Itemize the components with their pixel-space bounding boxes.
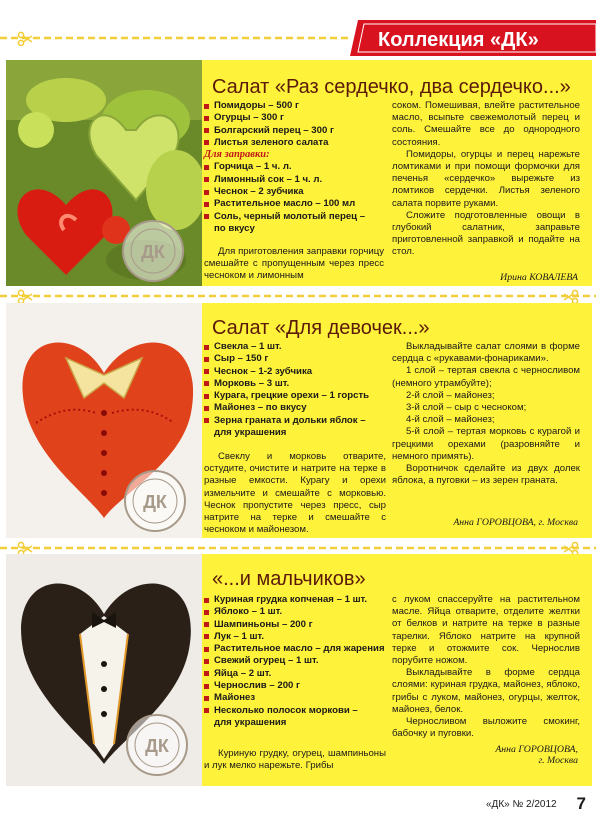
ingredient-item: Свежий огурец – 1 шт. xyxy=(204,655,396,667)
recipe-3-ingredients xyxy=(204,594,396,729)
ingredient-item: Лук – 1 шт. xyxy=(204,631,396,643)
recipe-2-author: Анна ГОРОВЦОВА, г. Москва xyxy=(453,517,578,528)
ingredient-item: Шампиньоны – 200 г xyxy=(204,619,396,631)
page-number: 7 xyxy=(576,794,586,813)
header-title: Коллекция «ДК» xyxy=(378,29,539,51)
recipe-1-title: Салат «Раз сердечко, два сердечко...» xyxy=(212,76,571,98)
ingredient-item: Растительное масло – для жарения xyxy=(204,643,396,655)
ingredient-item: Куриная грудка копченая – 1 шт. xyxy=(204,594,396,606)
recipe-1-ingredients xyxy=(204,100,394,235)
ingredient-item: Морковь – 3 шт. xyxy=(204,378,394,390)
recipe-3-card xyxy=(6,554,592,786)
ingredient-item: Чеснок – 2 зубчика xyxy=(204,186,394,198)
ingredient-item: Лимонный сок – 1 ч. л. xyxy=(204,174,394,186)
ingredient-item: Несколько полосок моркови – для украшения xyxy=(204,705,396,730)
svg-text:ДК: ДК xyxy=(143,492,167,512)
recipe-2-text-left: Свеклу и морковь отварите, остудите, очистите и натрите на терке в разные емкости. Курагу и орехи измельчите и смешайте с морковью. Чеснок пропустите через пресс, сыр натрите на терке и смешайте с чесноком и майонезом. xyxy=(204,451,386,536)
ingredient-item: Огурцы – 300 г xyxy=(204,112,394,124)
ingredient-item: Помидоры – 500 г xyxy=(204,100,394,112)
ingredient-item: Растительное масло – 100 мл xyxy=(204,198,394,210)
ingredient-item: Свекла – 1 шт. xyxy=(204,341,394,353)
ingredient-item: Листья зеленого салата xyxy=(204,137,394,149)
dk-stamp-logo xyxy=(124,712,190,778)
ingredient-item: Зерна граната и дольки яблок – для украшения xyxy=(204,415,394,440)
recipe-3-author: Анна ГОРОВЦОВА, г. Москва xyxy=(495,744,578,766)
ingredient-item: Майонез – по вкусу xyxy=(204,402,394,414)
recipe-1-card xyxy=(6,60,592,286)
ingredient-item: Горчица – 1 ч. л. xyxy=(204,161,394,173)
recipe-2-text-right: Выкладывайте салат слоями в форме сердца с «рукавами-фонариками». 1 слой – тертая свекла с черносливом (немного утрамбуйте); 2-й слой – майонез; 3-й слой – сыр с чесноком; 4-й слой – майонез; 5-й слой – тертая морковь с курагой и грецкими орехами (разровняйте и немного примять). Воротничок сделайте из двух долек яблока, а пуговки – из зерен граната. xyxy=(392,341,580,487)
ingredient-item: Чернослив – 200 г xyxy=(204,680,396,692)
svg-text:ДК: ДК xyxy=(141,242,165,262)
ingredient-item: Чеснок – 1-2 зубчика xyxy=(204,366,394,378)
ingredient-item: Майонез xyxy=(204,692,396,704)
ingredient-item: Соль, черный молотый перец – по вкусу xyxy=(204,211,394,236)
svg-text:ДК: ДК xyxy=(145,736,169,756)
recipe-2-title: Салат «Для девочек...» xyxy=(212,317,430,339)
recipe-1-text-right: соком. Помешивая, влейте растительное масло, всыпьте свежемолотый перец и соль. Смешайте все до однородного состояния. Помидоры, огурцы и перец нарежьте ломтиками и при помощи формочки для печенья «сердечко» вырежьте из ломтиков сердечки. Листья зеленого салата порвите руками. Сложите подготовленные овощи в глубокий салатник, заправьте приготовленной заправкой и подайте на стол. xyxy=(392,100,580,258)
ingredient-item: Яйца – 2 шт. xyxy=(204,668,396,680)
ingredient-item: Яблоко – 1 шт. xyxy=(204,606,396,618)
recipe-2-ingredients xyxy=(204,341,394,439)
ingredient-item: Сыр – 150 г xyxy=(204,353,394,365)
recipe-3-title: «...и мальчиков» xyxy=(212,568,366,590)
recipe-3-text-left: Куриную грудку, огурец, шампиньоны и лук мелко нарежьте. Грибы xyxy=(204,748,386,772)
ingredient-item: Курага, грецкие орехи – 1 горсть xyxy=(204,390,394,402)
scissors-separator xyxy=(0,288,596,304)
dressing-label: Для заправки: xyxy=(204,149,270,161)
recipe-1-text-left: Для приготовления заправки горчицу смешайте с пропущенным через пресс чесноком и лимонным xyxy=(204,246,384,282)
recipe-2-card xyxy=(6,303,592,538)
recipe-3-text-right: с луком спассеруйте на растительном масле. Яйца отварите, отделите желтки от белков и натрите на терке в разные тарелки. Яблоко натрите на крупной терке и отожмите сок. Чернослив порубите ножом. Выкладывайте в форме сердца слоями: куриная грудка, майонез, яблоко, грибы с луком, майонез, огурцы, желток, майонез, белок. Черносливом выложите смокинг, бабочку и пуговки. xyxy=(392,594,580,740)
scissors-separator xyxy=(0,30,596,46)
dk-stamp-logo xyxy=(122,468,188,534)
recipe-1-author: Ирина КОВАЛЕВА xyxy=(500,272,578,283)
dk-stamp-logo xyxy=(120,218,186,284)
ingredient-item: Болгарский перец – 300 г xyxy=(204,125,394,137)
issue-label: «ДК» № 2/2012 xyxy=(486,799,557,810)
